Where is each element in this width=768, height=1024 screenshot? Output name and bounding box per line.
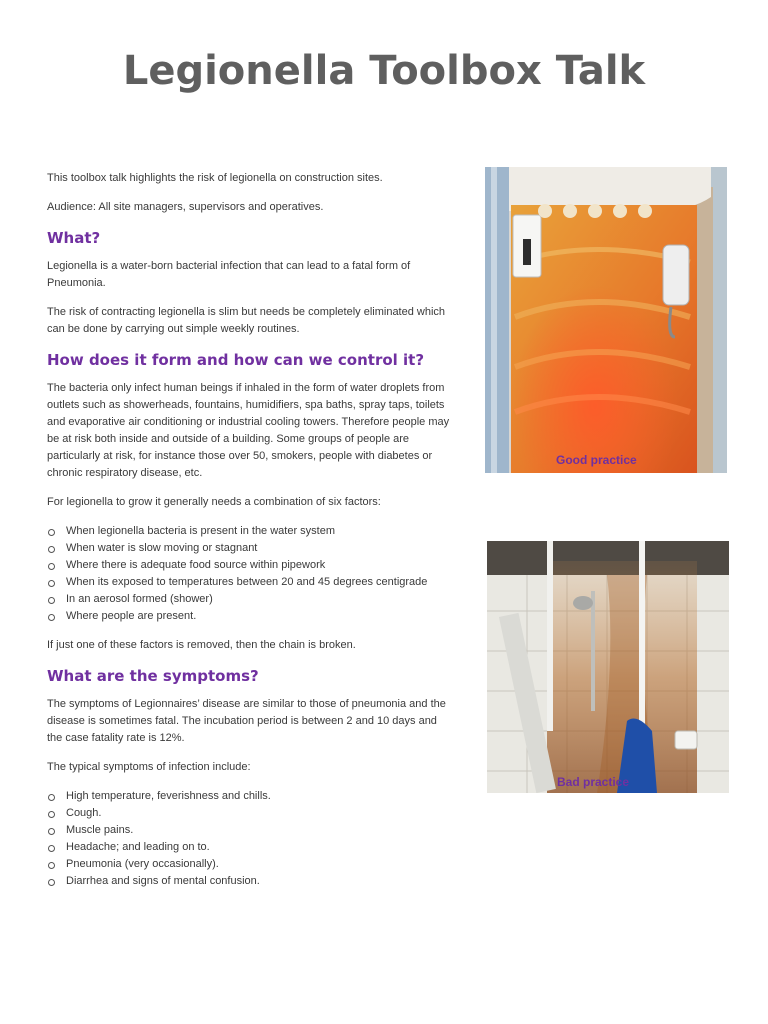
factors-list: [47, 523, 451, 625]
what-paragraph: Legionella is a water-born bacterial infection that can lead to a fatal form of Pneumonia.: [47, 260, 411, 289]
list-item: When water is slow moving or stagnant: [47, 540, 451, 557]
main-text-column: [47, 170, 451, 902]
what-paragraph: The risk of contracting legionella is slim but needs be completely eliminated which can be done by carrying out simple weekly routines.: [47, 306, 446, 335]
bad-practice-caption: Bad practice: [557, 775, 630, 789]
list-item: Diarrhea and signs of mental confusion.: [47, 873, 451, 890]
what-heading: What?: [47, 229, 101, 247]
list-item: Pneumonia (very occasionally).: [47, 856, 451, 873]
list-item: When legionella bacteria is present in the water system: [47, 523, 451, 540]
list-item: Cough.: [47, 805, 451, 822]
list-item: High temperature, feverishness and chills.: [47, 788, 451, 805]
symptoms-paragraph: The symptoms of Legionnaires’ disease are similar to those of pneumonia and the disease is sometimes fatal. The incubation period is between 2 and 10 days and the case fatality rate is 12%.: [47, 698, 446, 744]
control-closing: If just one of these factors is removed, then the chain is broken.: [47, 639, 356, 651]
symptoms-list: [47, 788, 451, 890]
control-heading: How does it form and how can we control it?: [47, 351, 425, 369]
list-item: Muscle pains.: [47, 822, 451, 839]
list-item: When its exposed to temperatures between 20 and 45 degrees centigrade: [47, 574, 451, 591]
control-paragraph: For legionella to grow it generally needs a combination of six factors:: [47, 496, 381, 508]
list-item: Headache; and leading on to.: [47, 839, 451, 856]
control-paragraph: The bacteria only infect human beings if inhaled in the form of water droplets from outlets such as showerheads, fountains, humidifiers, spa baths, spray taps, toilets and evaporative air conditioning or industrial cooling towers. Therefore people may be at risk both inside and outside of a building. Some groups of people are particularly at risk, for instance those over 50, smokers, people with diabetes or chronic respiratory disease, etc.: [47, 382, 450, 479]
list-item: Where people are present.: [47, 608, 451, 625]
symptoms-heading: What are the symptoms?: [47, 667, 259, 685]
list-item: Where there is adequate food source within pipework: [47, 557, 451, 574]
list-item: In an aerosol formed (shower): [47, 591, 451, 608]
symptoms-paragraph: The typical symptoms of infection include:: [47, 761, 251, 773]
bad-practice-photo: [487, 541, 729, 793]
page-title: Legionella Toolbox Talk: [122, 48, 646, 94]
intro-text: This toolbox talk highlights the risk of legionella on construction sites.: [47, 172, 383, 184]
good-practice-caption: Good practice: [556, 453, 637, 467]
audience-text: Audience: All site managers, supervisors and operatives.: [47, 201, 324, 213]
good-practice-photo: [485, 167, 727, 473]
